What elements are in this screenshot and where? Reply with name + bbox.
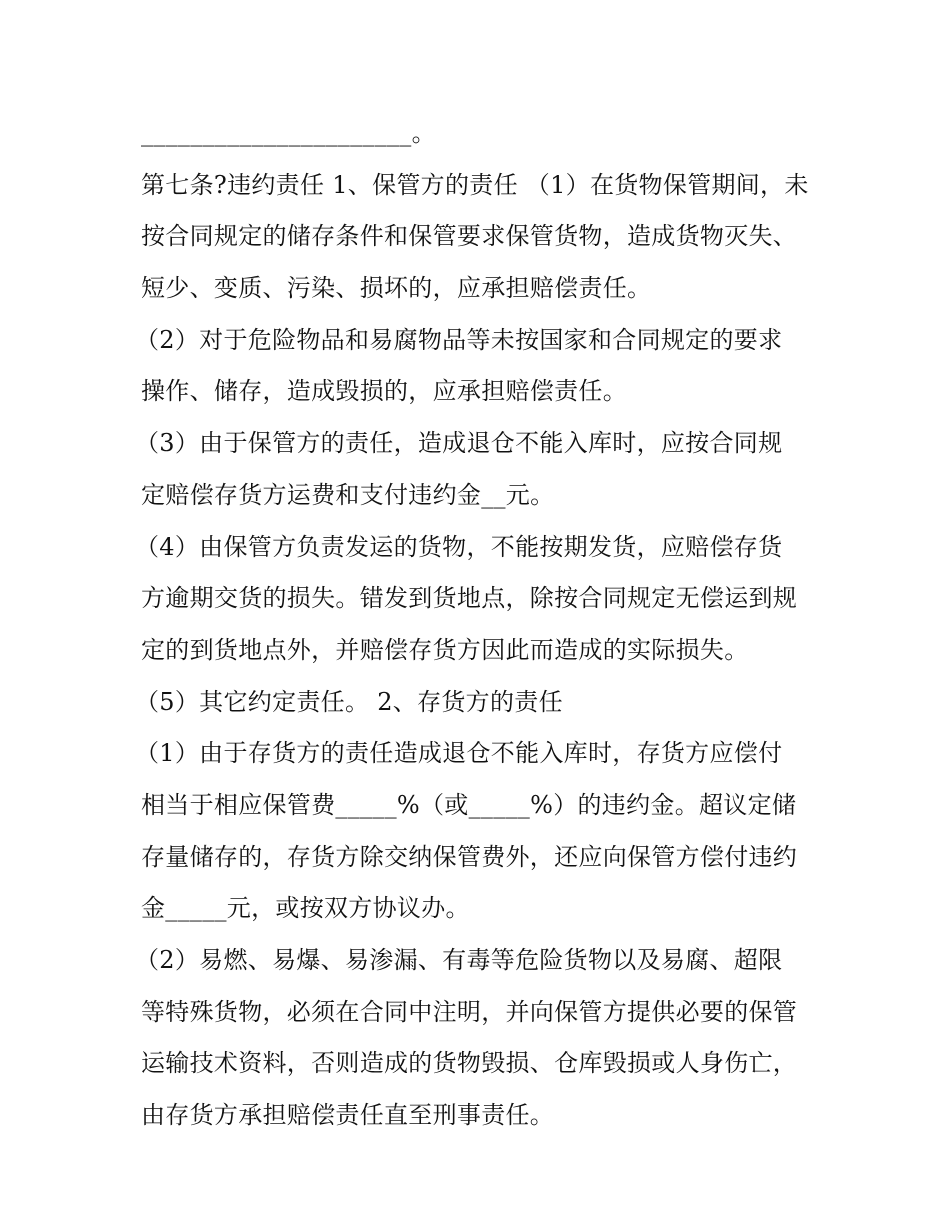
text-line: 金_____元，或按双方协议办。 [141,894,470,923]
clause-item: （1）由于存货方的责任造成退仓不能入库时，存货方应偿付 [135,739,783,768]
text-line: 操作、储存，造成毁损的，应承担赔偿责任。 [141,377,627,406]
text-line: 存量储存的，存货方除交纳保管费外，还应向保管方偿付违约 [141,842,798,871]
text-line: 由存货方承担赔偿责任直至刑事责任。 [141,1101,555,1130]
clause-item: （3）由于保管方的责任，造成退仓不能入库时，应按合同规 [135,429,783,458]
text-line: 短少、变质、污染、损坏的，应承担赔偿责任。 [141,274,652,303]
article-7-heading: 第七条?违约责任 1、保管方的责任 （1）在货物保管期间，未 [141,170,809,199]
text-line: 定赔偿存货方运费和支付违约金__元。 [141,480,555,509]
clause-item: （5）其它约定责任。 2、存货方的责任 [135,687,563,716]
text-line: 相当于相应保管费_____%（或_____%）的违约金。超议定储 [141,790,797,819]
blank-fill-line: ______________________。 [141,119,436,147]
clause-item: （2）易燃、易爆、易渗漏、有毒等危险货物以及易腐、超限 [135,946,783,974]
text-line: 定的到货地点外，并赔偿存货方因此而造成的实际损失。 [141,635,749,664]
text-line: 方逾期交货的损失。错发到货地点，除按合同规定无偿运到规 [141,584,798,613]
text-line: 运输技术资料，否则造成的货物毁损、仓库毁损或人身伤亡， [141,1049,798,1078]
text-line: 按合同规定的储存条件和保管要求保管货物，造成货物灭失、 [141,222,798,251]
clause-item: （4）由保管方负责发运的货物，不能按期发货，应赔偿存货 [135,532,783,561]
text-line: 等特殊货物，必须在合同中注明，并向保管方提供必要的保管 [141,997,798,1026]
clause-item: （2）对于危险物品和易腐物品等未按国家和合同规定的要求 [135,325,783,354]
document-body [135,108,821,1142]
